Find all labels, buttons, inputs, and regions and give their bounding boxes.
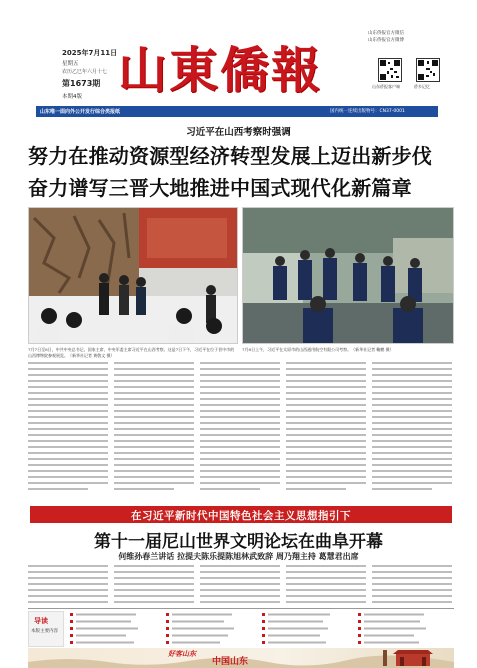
footer-slogan: 好客山东 xyxy=(168,649,196,658)
masthead-lunar: 农历乙巳年六月十七 xyxy=(62,69,108,75)
masthead-pages: 本期4版 xyxy=(62,94,82,100)
photo-caption-left: 7月7日至8日，中共中央总书记、国家主席、中央军委主席习近平在山西考察。这是7日下午，习近平在位于晋中市的山西博物院参观展览。（新华社记者 黄敬文 摄） xyxy=(28,347,235,358)
lead-photo-right xyxy=(242,207,454,344)
info-bar-left: 山东唯一面向外公开发行综合类报纸 xyxy=(40,108,121,115)
second-subhead: 何维孙春兰讲话 拉提夫陈乐提陈旭林武致辞 周乃翔主持 葛慧君出席 xyxy=(118,552,359,561)
photo-caption-right: 7月8日上午，习近平在太原市的山西通用航空有限公司考察。（新华社记者 鞠鹏 摄） xyxy=(242,347,394,352)
lead-kicker: 习近平在山西考察时强调 xyxy=(186,127,291,138)
qr-caption-1: 山东侨报客户端 xyxy=(372,84,400,89)
qr-code-2-icon xyxy=(416,58,440,82)
lead-headline-2: 奋力谱写三晋大地推进中国式现代化新篇章 xyxy=(28,176,412,200)
top-right-label-2: 山东侨报官方微博 xyxy=(368,38,404,43)
qr-caption-2: 侨乡记忆 xyxy=(414,84,430,89)
info-bar-right: 国内统一连续出版物号：CN37-0001 xyxy=(330,108,405,114)
qr-code-1-icon xyxy=(378,58,402,82)
masthead-date: 2025年7月11日 xyxy=(62,49,118,57)
body-text-columns xyxy=(28,362,454,497)
second-body-text xyxy=(28,565,454,605)
index-sidebar-title-2: 本版主要内容 xyxy=(31,629,58,634)
index-sidebar-title-1: 导读 xyxy=(34,617,48,625)
lead-headline-1: 努力在推动资源型经济转型发展上迈出新步伐 xyxy=(28,144,432,168)
second-headline: 第十一届尼山世界文明论坛在曲阜开幕 xyxy=(94,532,383,552)
index-entries xyxy=(70,612,454,648)
masthead-weekday: 星期五 xyxy=(62,61,79,67)
lead-photo-left xyxy=(28,207,238,344)
theme-banner-text: 在习近平新时代中国特色社会主义思想指引下 xyxy=(131,510,351,522)
masthead-logo: 山東僑報 xyxy=(118,41,323,99)
footer-brand: 中国山东 xyxy=(212,657,249,667)
masthead-issue: 第1673期 xyxy=(62,79,101,88)
index-divider xyxy=(28,608,454,609)
top-right-label-1: 山东侨报官方微信 xyxy=(368,31,404,36)
